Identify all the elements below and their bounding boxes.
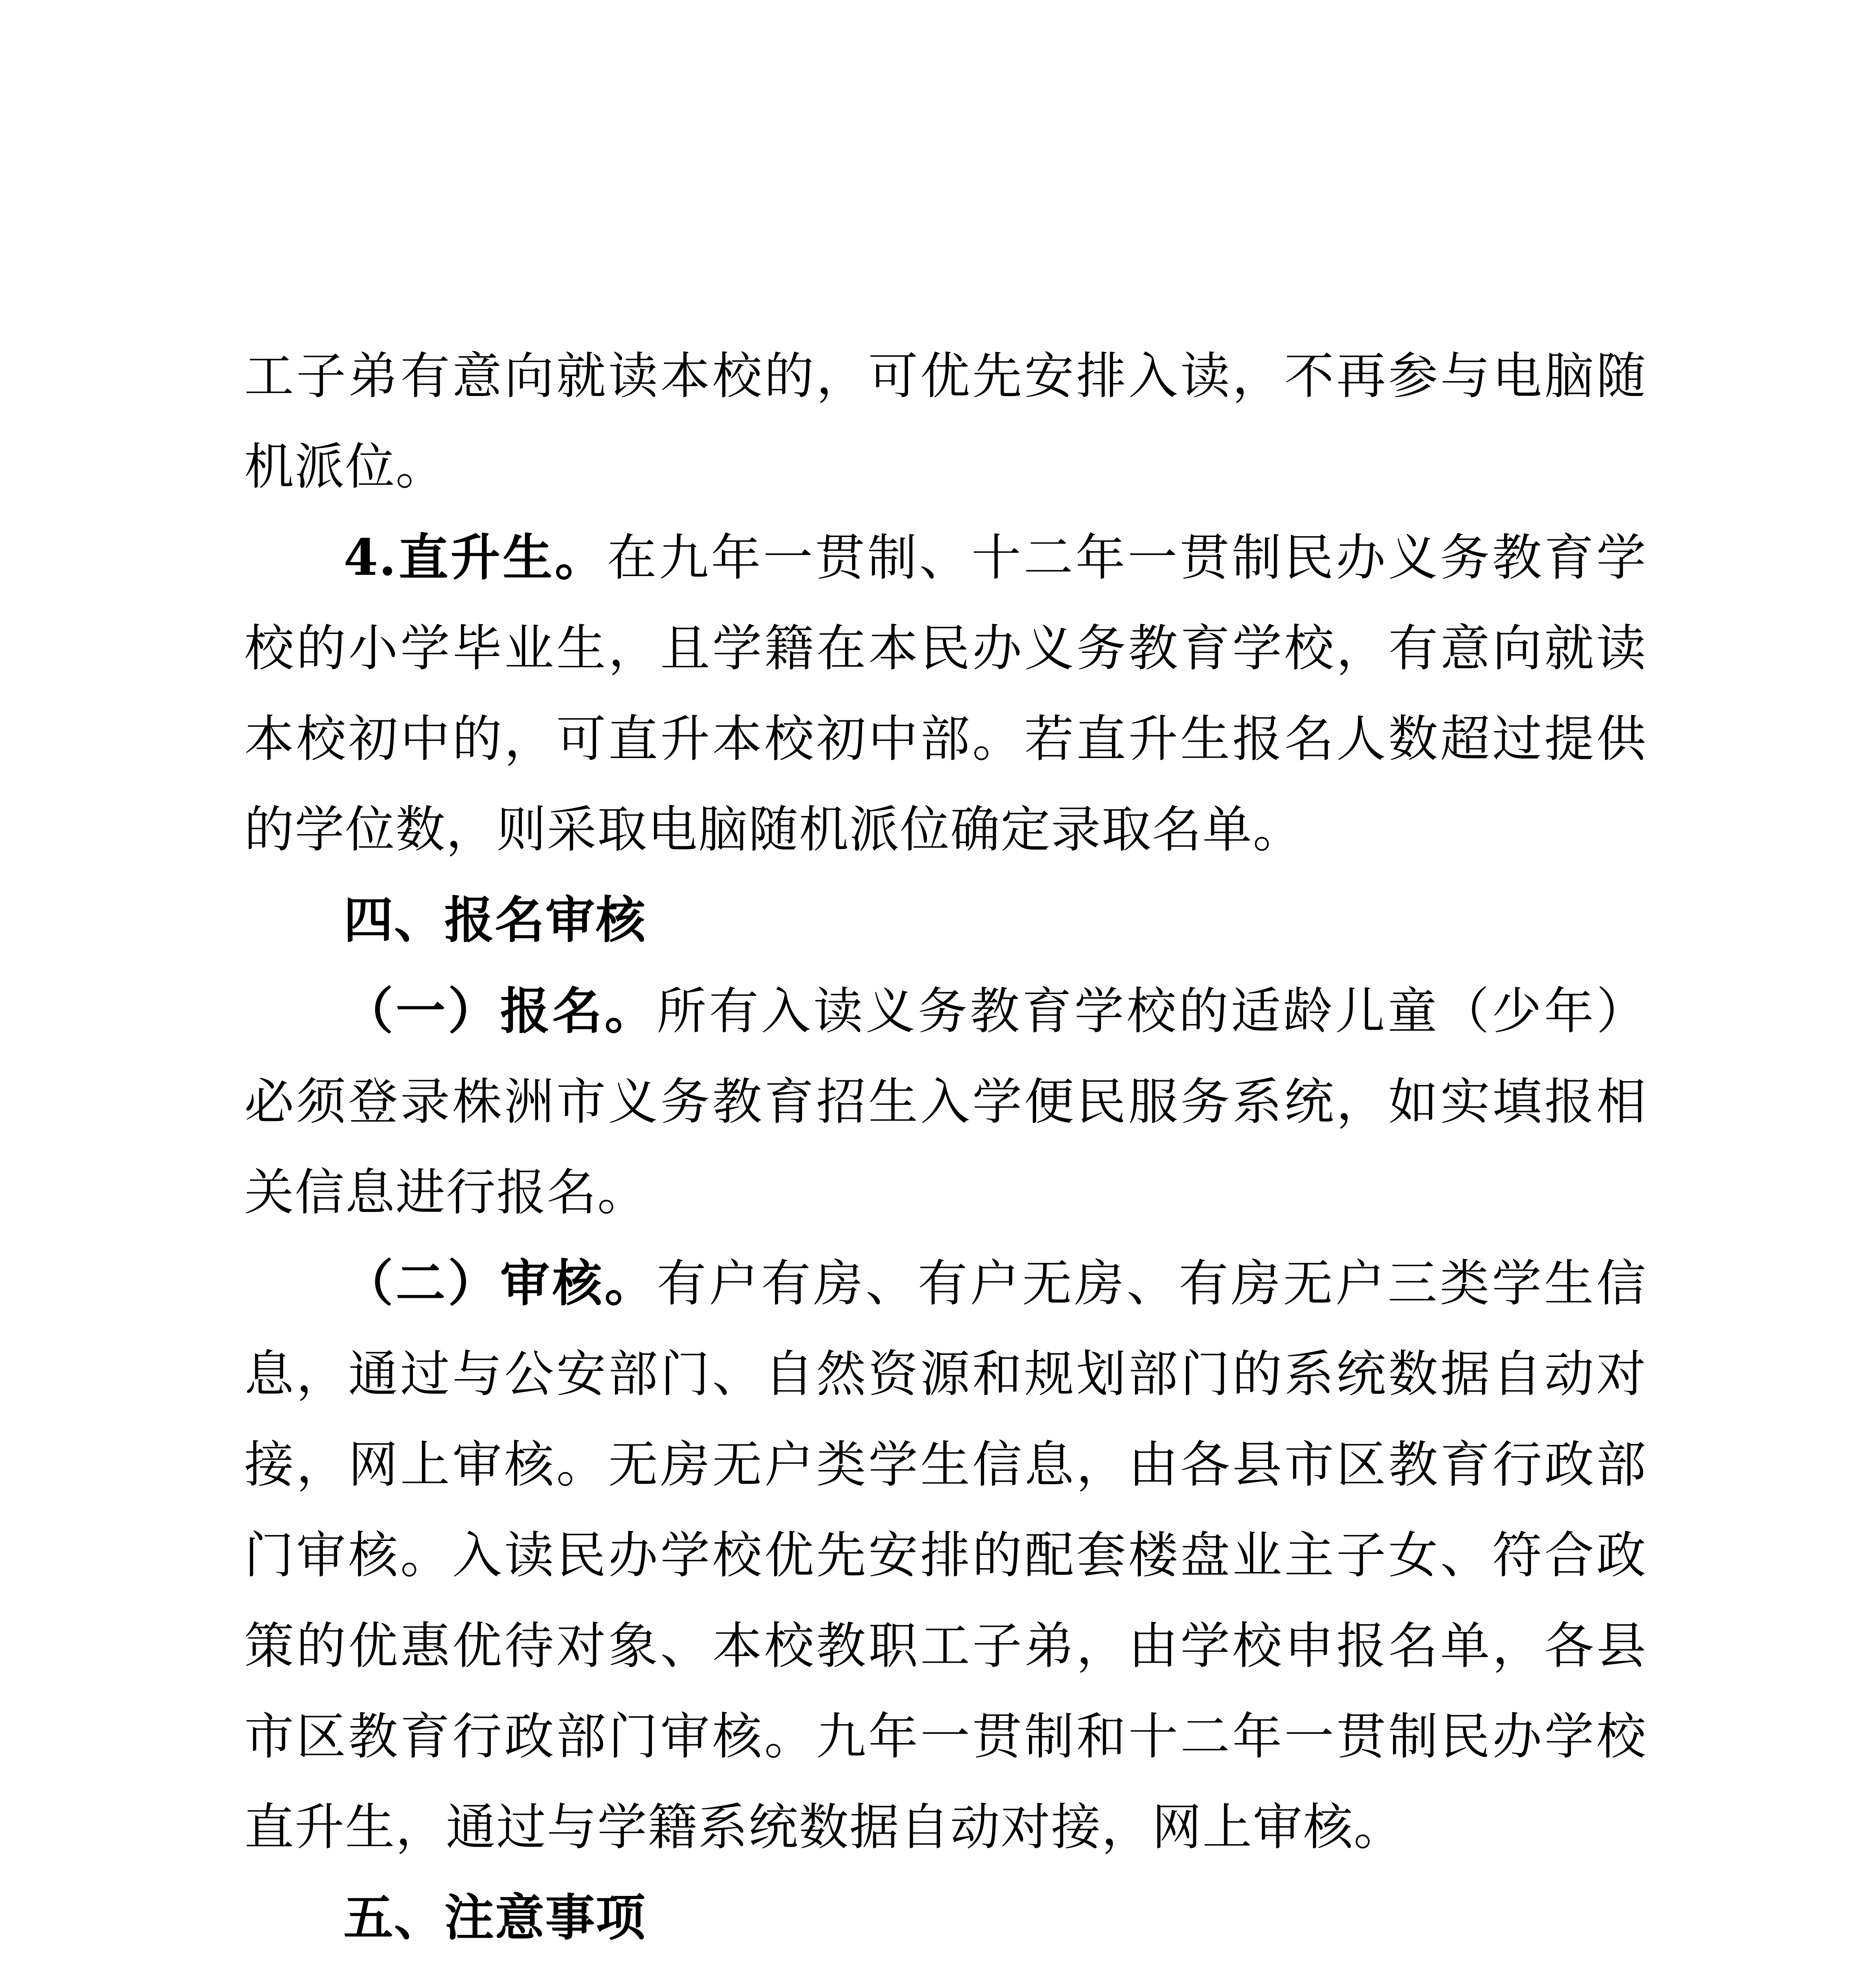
paragraph-lead: （二）审核。 xyxy=(344,1254,657,1312)
paragraph-body: 在九年一贯制、十二年一贯制民办义务教育学校的小学毕业生，且学籍在本民办义务教育学校，有意向就读本校初中的，可直升本校初中部。若直升生报名人数超过提供的学位数，则采取电脑随机派位确定录取名单。 xyxy=(244,529,1647,859)
paragraph-review xyxy=(244,1238,1647,1873)
section-heading-registration-review: 四、报名审核 xyxy=(344,891,646,949)
paragraph-lead: 4.直升生。 xyxy=(344,528,607,587)
paragraph-registration xyxy=(244,966,1647,1238)
paragraph-lead: （一）报名。 xyxy=(344,982,657,1040)
paragraph-direct-promotion xyxy=(244,512,1647,875)
paragraph-continuation: 工子弟有意向就读本校的，可优先安排入读，不再参与电脑随机派位。 xyxy=(244,347,1647,496)
paragraph-body: 有户有房、有户无房、有房无户三类学生信息，通过与公安部门、自然资源和规划部门的系统数据自动对接，网上审核。无房无户类学生信息，由各县市区教育行政部门审核。入读民办学校优先安排的配套楼盘业主子女、符合政策的优惠优待对象、本校教职工子弟，由学校申报名单，各县市区教育行政部门审核。九年一贯制和十二年一贯制民办学校直升生，通过与学籍系统数据自动对接，网上审核。 xyxy=(244,1254,1647,1856)
paragraph-property-requirements xyxy=(244,1963,1647,1970)
section-heading-notes: 五、注意事项 xyxy=(344,1889,646,1947)
paragraph-body: 所有入读义务教育学校的适龄儿童（少年）必须登录株洲市义务教育招生入学便民服务系统，如实填报相关信息进行报名。 xyxy=(244,982,1647,1221)
body-text xyxy=(244,331,1647,1970)
